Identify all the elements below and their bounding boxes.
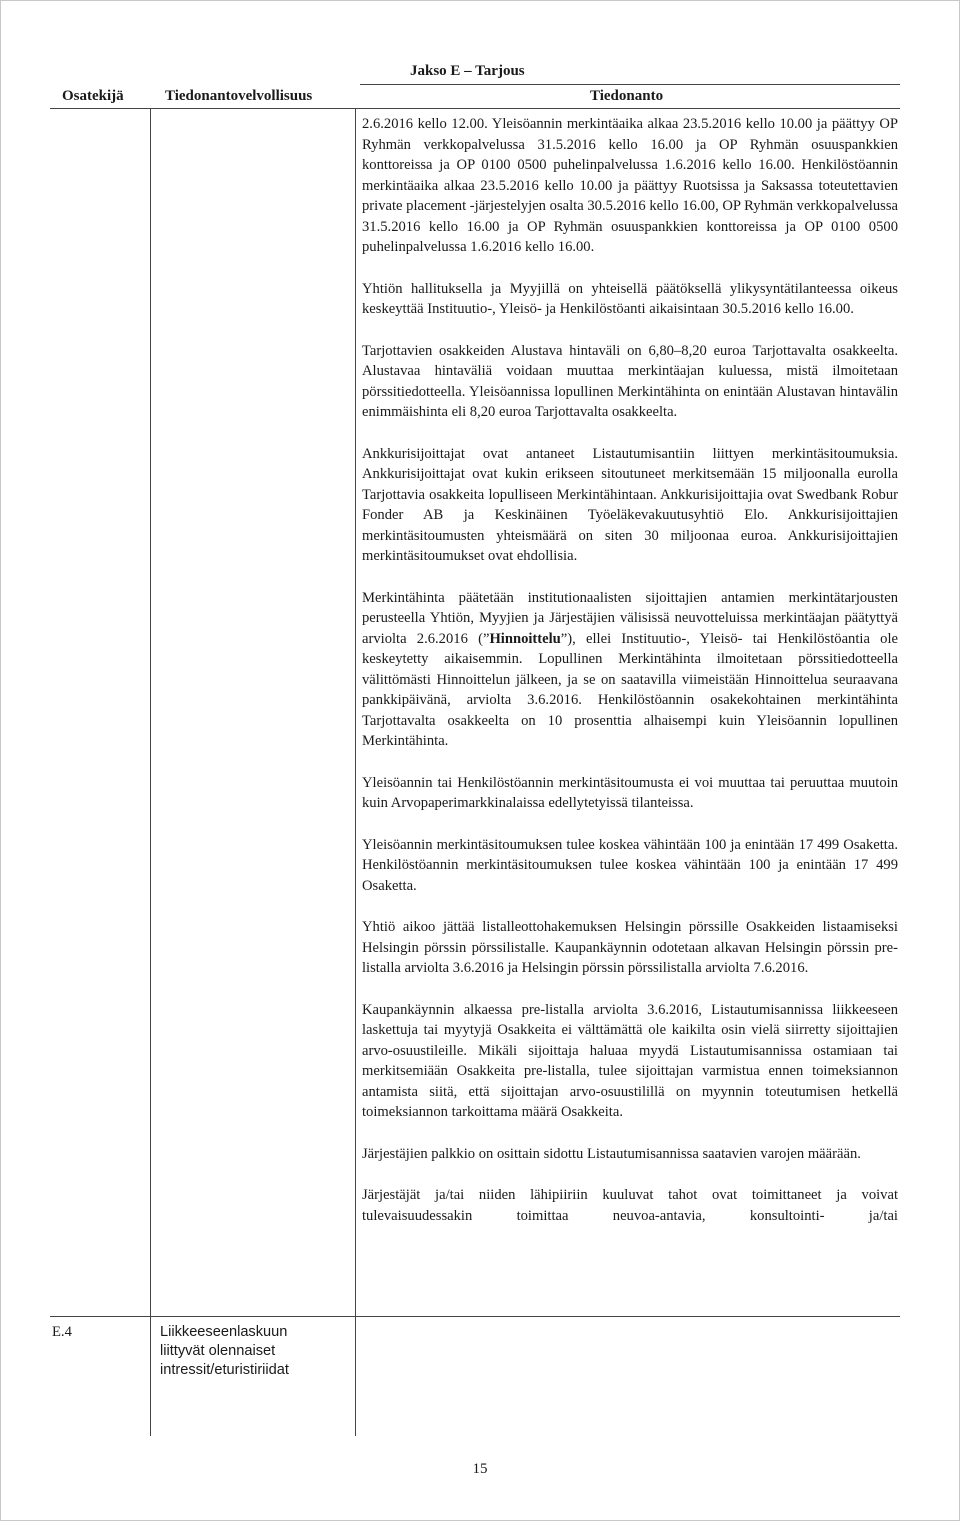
column-divider-1 [150,108,151,1436]
paragraph: Järjestäjien palkkio on osittain sidottu Listautumisannissa saatavien varojen määrään. [362,1145,861,1162]
paragraph-text: ”), ellei Instituutio-, Yleisö- tai Henkilöstöantia ole keskeytetty aikaisemmin. Lopullinen Merkintähinta ilmoitetaan pörssitiedotteella välittömästi Hinnoittelun jälkeen, ja se on saatavilla viimeistään Hinnoittelua seuraavana pankkipäivänä, arviolta 3.6.2016. Henkilöstöannin osakekohtainen merkintähinta Tarjottavalta osakkeelta on 10 prosenttia alhaisempi kuin Yleisöannin lopullinen Merkintähinta. [362,630,898,749]
column-divider-2 [355,108,356,1436]
column-header-tiedonantovelvollisuus: Tiedonantovelvollisuus [165,88,313,104]
paragraph: Kaupankäynnin alkaessa pre-listalla arviolta 3.6.2016, Listautumisannissa liikkeeseen laskettuja tai myytyjä Osakkeita ei välttämättä ole kaikilta osin vielä siirretty sijoittajien arvo-osuustileille. Mikäli sijoittaja haluaa myydä Listautumisannissa ostamiaan tai merkitsemiään Osakkeita pre-listalla, tulee sijoittajan varmistua ennen toimeksiannon antamista siitä, että sijoittajan arvo-osuustilillä on myynnin toteutumisen hetkellä toimeksiannon tarkoittama määrä Osakkeita. [362,1001,898,1120]
row-id-e4: E.4 [52,1324,72,1340]
paragraph: Järjestäjät ja/tai niiden lähipiiriin kuuluvat tahot ovat toimittaneet ja voivat tulevaisuudessakin toimittaa neuvoa-antavia, konsultointi- ja/tai [362,1187,898,1224]
row-separator-e4 [50,1316,900,1317]
section-title: Jakso E – Tarjous [410,63,525,79]
paragraph-hinnoittelu [362,588,898,752]
defined-term-hinnoittelu: Hinnoittelu [489,630,561,647]
column-header-tiedonanto: Tiedonanto [590,88,664,104]
paragraph: 2.6.2016 kello 12.00. Yleisöannin merkintäaika alkaa 23.5.2016 kello 10.00 ja päättyy OP Ryhmän verkkopalvelussa 31.5.2016 kello 16.00 ja OP Ryhmän osuuspankkien konttoreissa ja OP 0100 0500 puhelinpalvelussa 1.6.2016 kello 16.00. Henkilöstöannin merkintäaika alkaa 23.5.2016 kello 10.00 ja päättyy Ruotsissa ja Saksassa toteutettavien private placement -järjestelyjen osalta 30.5.2016 kello 16.00, OP Ryhmän verkkopalvelussa 31.5.2016 kello 16.00 ja OP Ryhmän osuuspankkien konttoreissa ja OP 0100 0500 puhelinpalvelussa 1.6.2016 kello 16.00. [362,116,898,255]
header-bottom-rule [50,108,900,109]
column-header-osatekija: Osatekijä [62,88,124,104]
page-number: 15 [472,1461,488,1477]
paragraph: Yleisöannin tai Henkilöstöannin merkintäsitoumusta ei voi muuttaa tai peruuttaa muutoin kuin Arvopaperimarkkinalaissa edellytetyissä tilanteissa. [362,774,898,811]
paragraph: Ankkurisijoittajat ovat antaneet Listautumisantiin liittyen merkintäsitoumuksia. Ankkurisijoittajat ovat kukin erikseen sitoutuneet merkitsemään 15 miljoonalla eurolla Tarjottavia osakkeita lopulliseen Merkintähintaan. Ankkurisijoittajia ovat Swedbank Robur Fonder AB ja Keskinäinen Työeläkevakuutusyhtiö Elo. Ankkurisijoittajien merkintäsitoumusten yhteismäärä on siten 30 miljoonaa euroa. Ankkurisijoittajien merkintäsitoumukset ovat ehdollisia. [362,445,898,564]
tiedonanto-column [362,114,898,1226]
paragraph: Yhtiön hallituksella ja Myyjillä on yhteisellä päätöksellä ylikysyntätilanteessa oikeus keskeyttää Instituutio-, Yleisö- ja Henkilöstöanti aikaisintaan 30.5.2016 kello 16.00. [362,280,898,317]
paragraph-text: Merkintähinta päätetään institutionaalisten sijoittajien antamien merkintätarjousten perusteella Yhtiön, Myyjien ja Järjestäjien välisissä neuvotteluissa merkintäajan päätyttyä arviolta 2.6.2016 (” [362,589,898,647]
section-title-rule [360,84,900,85]
row-e4-content [362,1144,898,1227]
row-e3-continuation [362,114,898,1123]
paragraph: Yleisöannin merkintäsitoumuksen tulee koskea vähintään 100 ja enintään 17 499 Osaketta. Henkilöstöannin merkintäsitoumuksen tulee koskea vähintään 100 ja enintään 17 499 Osaketta. [362,836,898,894]
paragraph: Yhtiö aikoo jättää listalleottohakemuksen Helsingin pörssille Osakkeiden listaamiseksi Helsingin pörssin pörssilistalle. Kaupankäynnin odotetaan alkavan Helsingin pörssin pre-listalla arviolta 3.6.2016 ja Helsingin pörssin pörssilistalla arviolta 7.6.2016. [362,919,898,976]
row-obligation-e4: Liikkeeseenlaskuun liittyvät olennaiset intressit/eturistiriidat [160,1324,289,1378]
paragraph: Tarjottavien osakkeiden Alustava hintaväli on 6,80–8,20 euroa Tarjottavalta osakkeelta. Alustavaa hintaväliä voidaan muuttaa merkintäajan kuluessa, mistä ilmoitetaan pörssitiedotteella. Yleisöannissa lopullinen Merkintähinta on enintään Alustavan hintavälin enimmäishinta eli 8,20 euroa Tarjottavalta osakkeelta. [362,342,898,420]
